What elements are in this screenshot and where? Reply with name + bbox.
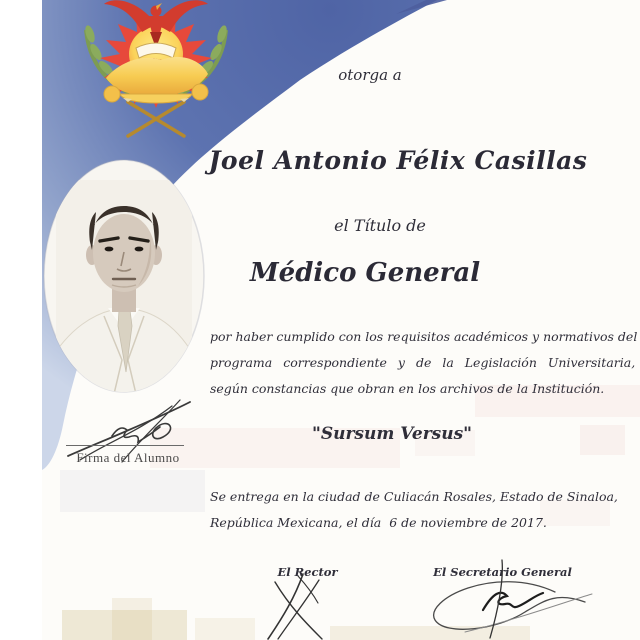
secretary-signature <box>405 558 595 640</box>
body-line: programa correspondiente y de la Legislación Universitaria, <box>210 355 636 370</box>
issue-paragraph <box>210 484 620 536</box>
secretary-label: El Secretario General <box>433 565 572 579</box>
rector-signature <box>255 572 345 640</box>
motto-text: "Sursum Versus" <box>311 424 473 444</box>
recipient-name: Joel Antonio Félix Casillas <box>208 146 588 175</box>
degree-intro: el Título de <box>334 216 426 235</box>
body-line: según constancias que obran en los archivos de la Institución. <box>210 381 605 396</box>
signature-line <box>66 445 184 446</box>
grant-text: otorga a <box>338 66 402 84</box>
degree-title: Médico General <box>249 258 481 288</box>
student-signature-label: Firma del Alumno <box>76 450 180 465</box>
body-paragraph <box>210 324 638 402</box>
issue-line: Se entrega en la ciudad de Culiacán Rosales, Estado de Sinaloa, <box>210 489 618 504</box>
issue-line: República Mexicana, el día 6 de noviembre de 2017. <box>210 515 547 530</box>
body-line: por haber cumplido con los requisitos académicos y normativos del <box>210 329 638 344</box>
rector-label: El Rector <box>277 565 338 579</box>
